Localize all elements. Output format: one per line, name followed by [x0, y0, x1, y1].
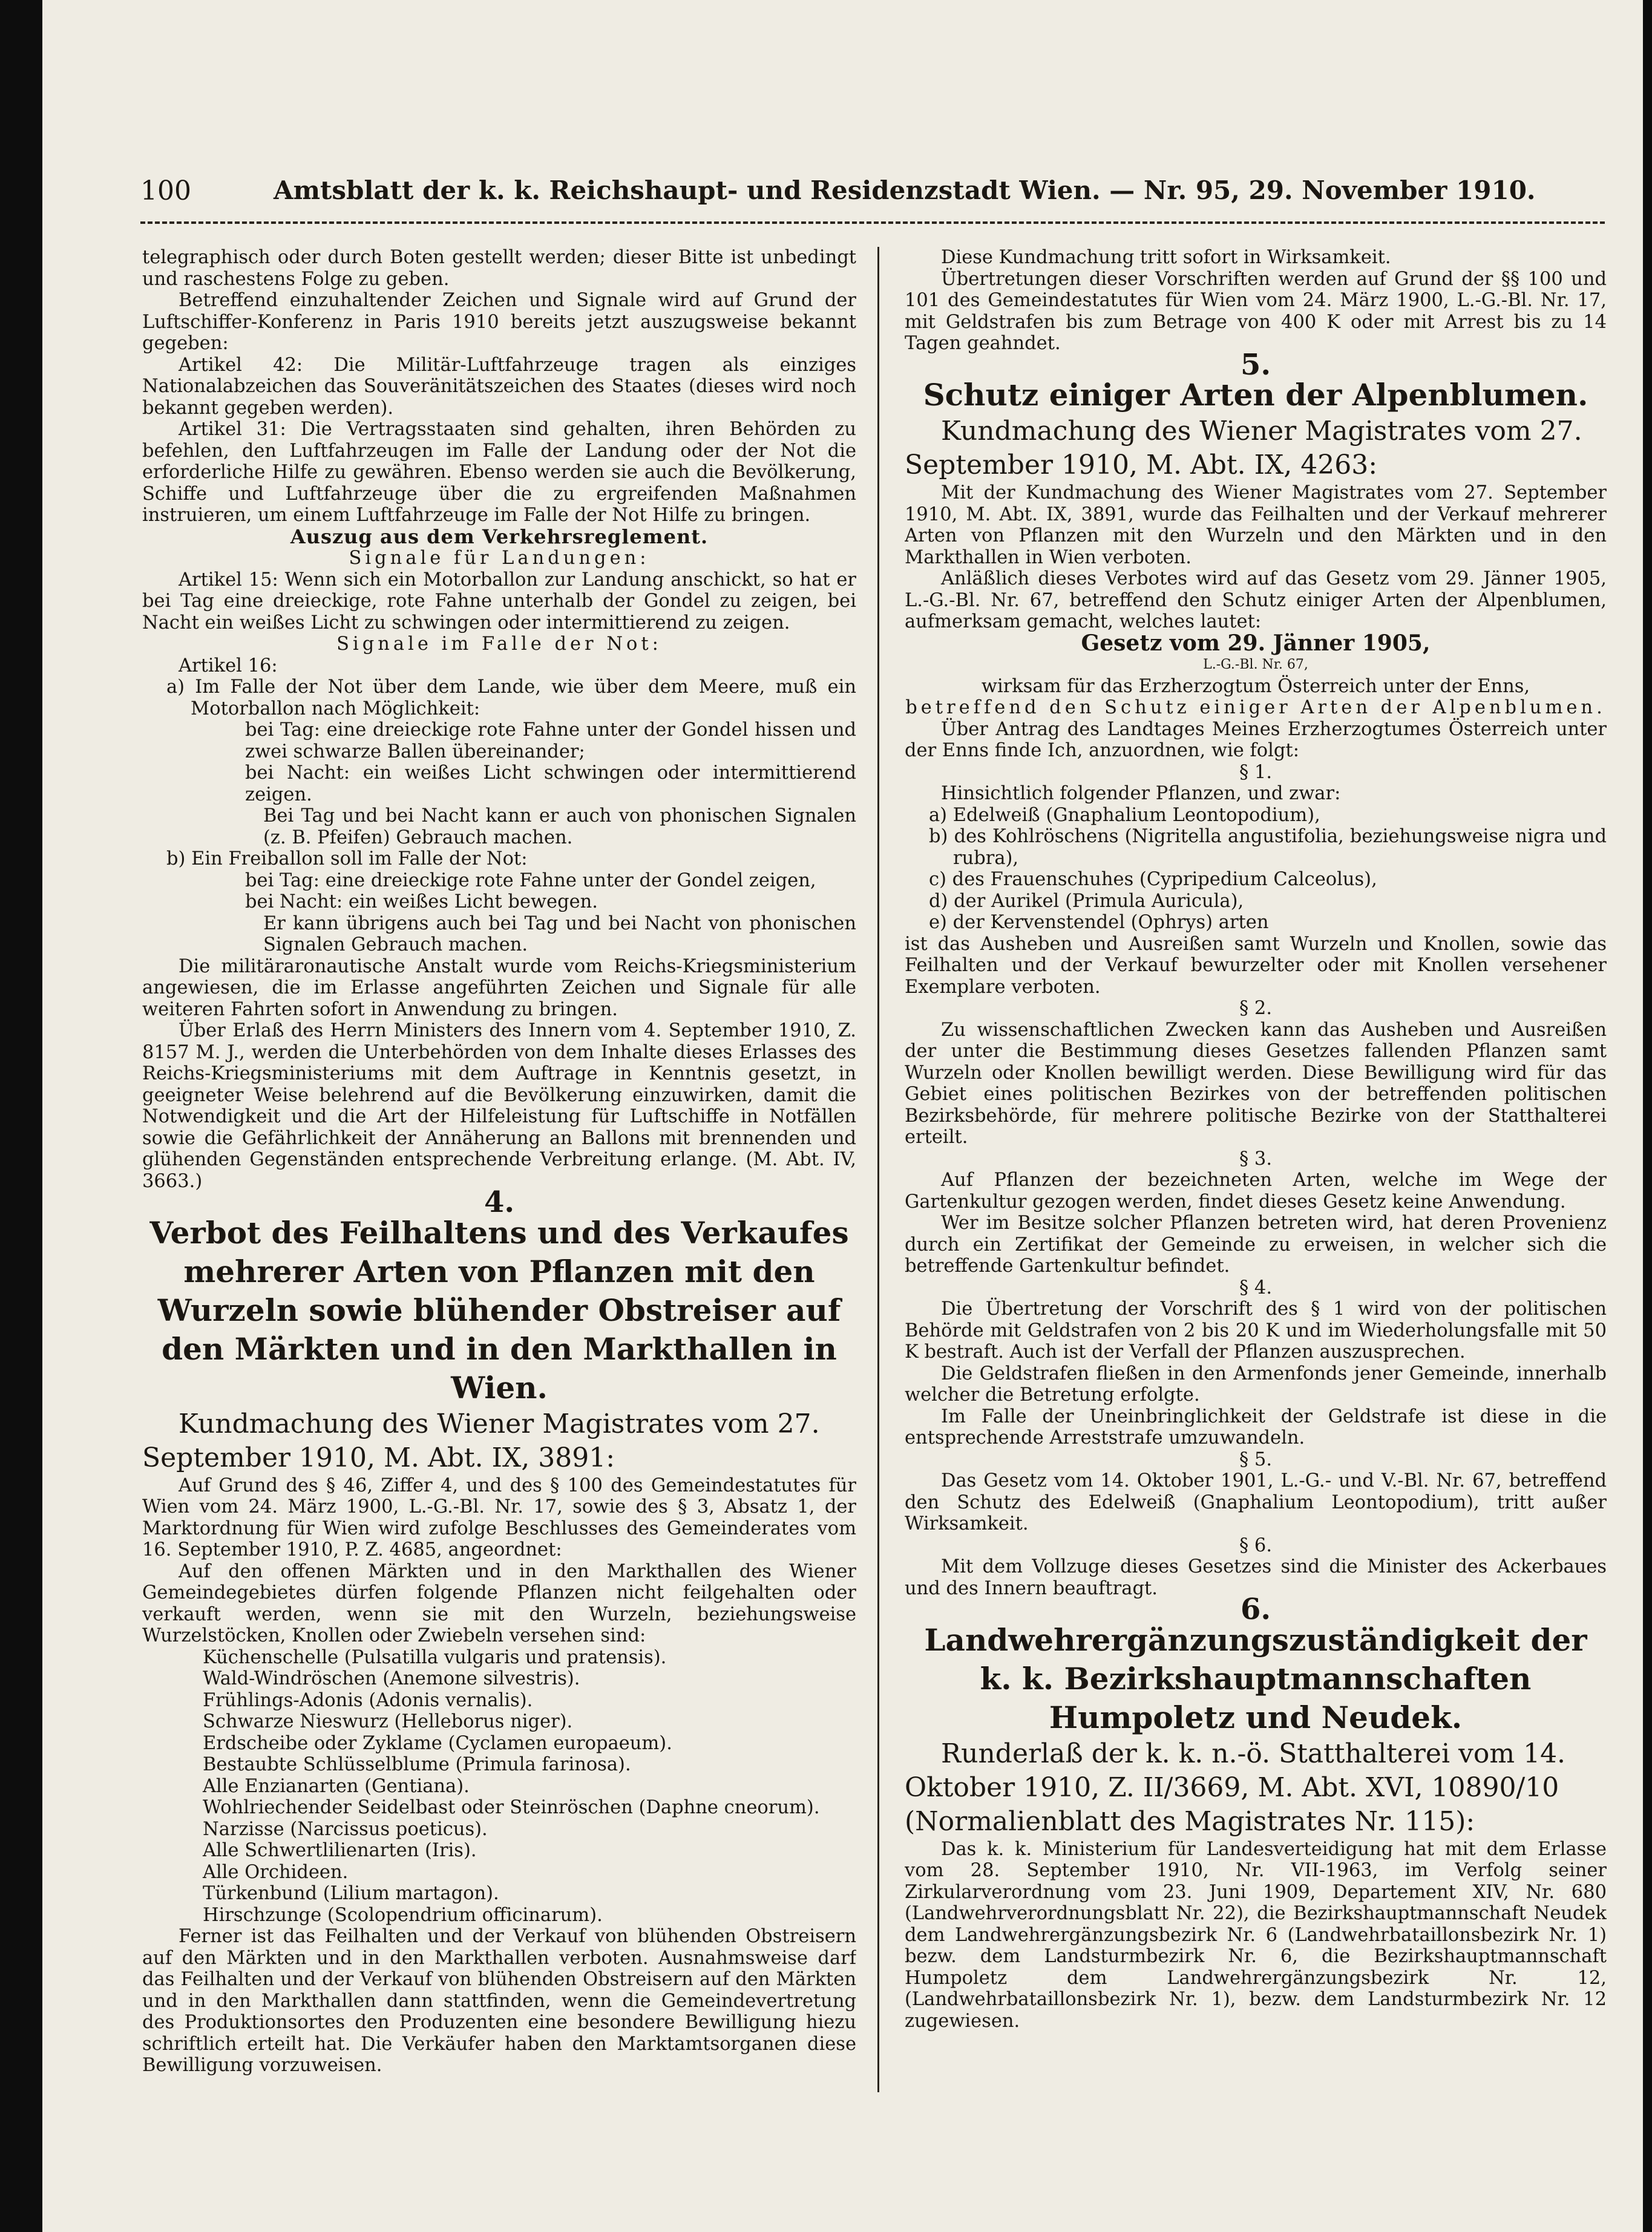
section-title: Verbot des Feilhaltens und des Verkaufes mehrerer Arten von Pflanzen mit den Wurzeln sowie blühender Obstreiser auf den Märkten und in den Markthallen in Wien. [149, 1214, 849, 1406]
section-title: Schutz einiger Arten der Alpenblumen. [923, 377, 1588, 413]
list-item: Türkenbund (Lilium martagon). [203, 1883, 499, 1904]
excerpt-heading: Auszug aus dem Verkehrsreglement. [290, 525, 709, 548]
law-title: Gesetz vom 29. Jänner 1905, [1081, 630, 1431, 656]
list-item: Er kann übrigens auch bei Tag und bei Nacht von phonischen Signalen Gebrauch machen. [263, 912, 856, 955]
paragraph: Über Erlaß des Herrn Ministers des Innern vom 4. September 1910, Z. 8157 M. J., werden die Unterbehörden von dem Inhalte dieses Erlasses des Reichs-Kriegsministeriums mit dem Auftrage in Kenntnis gesetzt, in geeigneter Weise belehrend auf die Bevölkerung einzuwirken, damit die Notwendigkeit und die Art der Hilfeleistung für Luftschiffe in Notfällen sowie die Gefährlichkeit der Annäherung an Ballons mit brennenden und glühenden Gegenständen entsprechende Verbreitung erlange. (M. Abt. IV, 3663.) [142, 1020, 856, 1192]
list-item: bei Tag: eine dreieckige rote Fahne unter der Gondel zeigen, [245, 869, 816, 891]
list-item: a) Im Falle der Not über dem Lande, wie über dem Meere, muß ein Motorballon nach Möglichkeit: [166, 676, 856, 719]
right-column [905, 247, 1607, 2098]
paragraph-sign: § 5. [1239, 1448, 1273, 1470]
paragraph: Mit dem Vollzuge dieses Gesetzes sind die Minister des Ackerbaues und des Innern beauftragt. [905, 1556, 1607, 1599]
paragraph: Das Gesetz vom 14. Oktober 1901, L.-G.- und V.-Bl. Nr. 67, betreffend den Schutz des Edelweiß (Gnaphalium Leontopodium), tritt außer Wirksamkeit. [905, 1470, 1607, 1534]
paragraph: Diese Kundmachung tritt sofort in Wirksamkeit. [941, 247, 1391, 268]
paragraph: Ferner ist das Feilhalten und der Verkauf von blühenden Obstreisern auf den Märkten und in den Markthallen verboten. Ausnahmsweise darf das Feilhalten und der Verkauf von blühenden Obstreisern auf den Märkten und in den Markthallen dann stattfinden, wenn die Gemeindevertretung des Produktionsortes den Produzenten eine besondere Bewilligung hiezu schriftlich erteilt hat. Die Verkäufer haben den Marktamtsorganen diese Bewilligung vorzuweisen. [142, 1926, 856, 2076]
paragraph: Die militäraronautische Anstalt wurde vom Reichs-Kriegsministerium angewiesen, die im Erlasse angeführten Zeichen und Signale für alle weiteren Fahrten sofort in Anwendung zu bringen. [142, 955, 856, 1020]
distress-list [166, 676, 856, 956]
law-subject: betreffend den Schutz einiger Arten der Alpenblumen. [905, 697, 1606, 718]
announcement-heading: Runderlaß der k. k. n.-ö. Statthalterei vom 14. Oktober 1910, Z. II/3669, M. Abt. XVI, 10890/10 (Normalienblatt des Magistrates Nr. 115): [905, 1738, 1566, 1837]
list-item: Frühlings-Adonis (Adonis vernalis). [203, 1689, 533, 1711]
paragraph-sign: § 6. [1239, 1534, 1273, 1556]
announcement-heading: Kundmachung des Wiener Magistrates vom 27. September 1910, M. Abt. IX, 4263: [905, 416, 1582, 480]
list-item: Erdscheibe oder Zyklame (Cyclamen europaeum). [203, 1732, 672, 1754]
newspaper-page [42, 0, 1643, 2232]
list-item: Alle Orchideen. [203, 1861, 349, 1883]
paragraph: Auf den offenen Märkten und in den Markthallen des Wiener Gemeindegebietes dürfen folgende Pflanzen nicht feilgehalten oder verkauft werden, wenn sie mit den Wurzeln, beziehungsweise Wurzelstöcken, Knollen oder Zwiebeln versehen sind: [142, 1560, 856, 1646]
list-item: bei Tag: eine dreieckige rote Fahne unter der Gondel hissen und zwei schwarze Ballen übereinander; [245, 719, 856, 762]
section-number: 5. [1240, 347, 1271, 382]
list-item: Bei Tag und bei Nacht kann er auch von phonischen Signalen (z. B. Pfeifen) Gebrauch machen. [263, 805, 856, 848]
paragraph: Artikel 15: Wenn sich ein Motorballon zur Landung anschickt, so hat er bei Tag eine dreieckige, rote Fahne unterhalb der Gondel zu zeigen, bei Nacht ein weißes Licht zu schwingen oder intermittierend zu zeigen. [142, 569, 856, 633]
header-rule [140, 221, 1605, 224]
paragraph: Wer im Besitze solcher Pflanzen betreten wird, hat deren Provenienz durch ein Zertifikat der Gemeinde zu erweisen, in welcher sich die betreffende Gartenkultur befindet. [905, 1213, 1607, 1277]
section-number: 6. [1240, 1592, 1271, 1626]
page-number: 100 [140, 175, 191, 206]
list-item: a) Edelweiß (Gnaphalium Leontopodium), [929, 804, 1320, 826]
paragraph: Das k. k. Ministerium für Landesverteidigung hat mit dem Erlasse vom 28. September 1910, Nr. VII-1963, im Verfolg seiner Zirkularverordnung vom 23. Juni 1909, Departement XIV, Nr. 680 (Landwehrverordnungsblatt Nr. 22), die Bezirkshauptmannschaft Neudek dem Landwehrergänzungsbezirk Nr. 6 (Landwehrbataillonsbezirk Nr. 1) bezw. dem Landsturmbezirk Nr. 6, die Bezirkshauptmannschaft Humpoletz dem Landwehrergänzungsbezirk Nr. 12, (Landwehrbataillonsbezirk Nr. 1), bezw. dem Landsturmbezirk Nr. 12 zugewiesen. [905, 1838, 1607, 2032]
paragraph-sign: § 4. [1239, 1277, 1273, 1298]
plant-list [142, 1647, 856, 1926]
running-head: Amtsblatt der k. k. Reichshaupt- und Residenzstadt Wien. — Nr. 95, 29. November 1910. [274, 175, 1536, 205]
list-item: b) Ein Freiballon soll im Falle der Not: [166, 848, 528, 869]
law-reference: L.-G.-Bl. Nr. 67, [1203, 657, 1308, 672]
list-item: bei Nacht: ein weißes Licht schwingen oder intermittierend zeigen. [245, 762, 856, 805]
paragraph-sign: § 1. [1239, 761, 1273, 783]
paragraph: telegraphisch oder durch Boten gestellt werden; dieser Bitte ist unbedingt und raschestens Folge zu geben. [142, 247, 856, 290]
signals-landing-heading: Signale für Landungen: [349, 548, 650, 569]
paragraph-sign: § 3. [1239, 1148, 1273, 1170]
list-item: bei Nacht: ein weißes Licht bewegen. [245, 891, 598, 912]
list-item: Alle Enzianarten (Gentiana). [203, 1775, 470, 1797]
list-item: Wald-Windröschen (Anemone silvestris). [203, 1668, 580, 1689]
paragraph: Die Übertretung der Vorschrift des § 1 wird von der politischen Behörde mit Geldstrafen von 2 bis 20 K und im Wiederholungsfalle mit 50 K bestraft. Auch ist der Verfall der Pflanzen auszusprechen. [905, 1298, 1607, 1363]
list-item: b) des Kohlröschens (Nigritella angustifolia, beziehungsweise nigra und rubra), [929, 826, 1607, 869]
left-column [142, 247, 856, 2098]
paragraph: Artikel 42: Die Militär-Luftfahrzeuge tragen als einziges Nationalabzeichen das Souveränitätszeichen des Staates (dieses wird noch bekannt gegeben werden). [142, 354, 856, 419]
list-item: e) der Kervenstendel (Ophrys) arten [929, 912, 1269, 933]
paragraph: Im Falle der Uneinbringlichkeit der Geldstrafe ist diese in die entsprechende Arreststrafe umzuwandeln. [905, 1406, 1607, 1448]
paragraph: Zu wissenschaftlichen Zwecken kann das Ausheben und Ausreißen der unter die Bestimmung dieses Gesetzes fallenden Pflanzen samt Wurzeln oder Knollen bewilligt werden. Diese Bewilligung wird für das Gebiet eines politischen Bezirkes von der betreffenden politischen Bezirksbehörde, für mehrere politische Bezirke von der Statthalterei erteilt. [905, 1019, 1607, 1148]
paragraph: Auf Grund des § 46, Ziffer 4, und des § 100 des Gemeindestatutes für Wien vom 24. März 1900, L.-G.-Bl. Nr. 17, sowie des § 3, Absatz 1, der Marktordnung für Wien wird zufolge Beschlusses des Gemeinderates vom 16. September 1910, P. Z. 4685, angeordnet: [142, 1474, 856, 1560]
list-item: Schwarze Nieswurz (Helleborus niger). [203, 1711, 573, 1732]
alpine-flower-list [929, 805, 1607, 934]
paragraph: Anläßlich dieses Verbotes wird auf das Gesetz vom 29. Jänner 1905, L.-G.-Bl. Nr. 67, betreffend den Schutz einiger Arten der Alpenblumen, aufmerksam gemacht, welches lautet: [905, 568, 1607, 632]
paragraph: Betreffend einzuhaltender Zeichen und Signale wird auf Grund der Luftschiffer-Konferenz in Paris 1910 bereits jetzt auszugsweise bekannt gegeben: [142, 290, 856, 354]
list-item: Bestaubte Schlüsselblume (Primula farinosa). [203, 1754, 631, 1775]
article-label: Artikel 16: [179, 655, 278, 676]
law-scope: wirksam für das Erzherzogtum Österreich unter der Enns, [981, 675, 1530, 697]
paragraph: ist das Ausheben und Ausreißen samt Wurzeln und Knollen, sowie das Feilhalten und der Verkauf bewurzelter oder mit Knollen versehener Exemplare verboten. [905, 933, 1607, 998]
paragraph: Übertretungen dieser Vorschriften werden auf Grund der §§ 100 und 101 des Gemeindestatutes für Wien vom 24. März 1900, L.-G.-Bl. Nr. 17, mit Geldstrafen bis zum Betrage von 400 K oder mit Arrest bis zu 14 Tagen geahndet. [905, 268, 1607, 354]
paragraph: Artikel 31: Die Vertragsstaaten sind gehalten, ihren Behörden zu befehlen, den Luftfahrzeugen im Falle der Landung oder der Not die erforderliche Hilfe zu gewähren. Ebenso werden sie auch die Bevölkerung, Schiffe und Luftfahrzeuge über die zu ergreifenden Maßnahmen instruieren, um einem Luftfahrzeuge im Falle der Not Hilfe zu bringen. [142, 419, 856, 526]
paragraph: Mit der Kundmachung des Wiener Magistrates vom 27. September 1910, M. Abt. IX, 3891, wurde das Feilhalten und der Verkauf mehrerer Arten von Pflanzen mit den Wurzeln und den Märkten und in den Markthallen in Wien verboten. [905, 482, 1607, 568]
list-item: d) der Aurikel (Primula Auricula), [929, 890, 1244, 912]
paragraph: Hinsichtlich folgender Pflanzen, und zwar: [941, 783, 1341, 804]
paragraph: Über Antrag des Landtages Meines Erzherzogtumes Österreich unter der Enns finde Ich, anzuordnen, wie folgt: [905, 718, 1607, 761]
list-item: Wohlriechender Seidelbast oder Steinröschen (Daphne cneorum). [203, 1797, 820, 1818]
list-item: Küchenschelle (Pulsatilla vulgaris und pratensis). [203, 1646, 667, 1668]
list-item: Hirschzunge (Scolopendrium officinarum). [203, 1904, 603, 1926]
paragraph: Auf Pflanzen der bezeichneten Arten, welche im Wege der Gartenkultur gezogen werden, findet dieses Gesetz keine Anwendung. [905, 1170, 1607, 1213]
signals-distress-heading: Signale im Falle der Not: [336, 633, 662, 655]
announcement-heading: Kundmachung des Wiener Magistrates vom 27. September 1910, M. Abt. IX, 3891: [142, 1408, 820, 1473]
paragraph: Die Geldstrafen fließen in den Armenfonds jener Gemeinde, innerhalb welcher die Betretung erfolgte. [905, 1363, 1607, 1406]
section-title: Landwehrergänzungszuständigkeit der k. k. Bezirkshauptmannschaften Humpoletz und Neudek. [924, 1622, 1587, 1735]
section-number: 4. [483, 1185, 515, 1219]
page-header [140, 175, 1605, 224]
paragraph-sign: § 2. [1239, 998, 1273, 1019]
list-item: Narzisse (Narcissus poeticus). [203, 1818, 488, 1840]
column-divider [877, 247, 879, 2092]
list-item: c) des Frauenschuhes (Cypripedium Calceolus), [929, 869, 1377, 890]
list-item: Alle Schwertlilienarten (Iris). [203, 1840, 477, 1861]
